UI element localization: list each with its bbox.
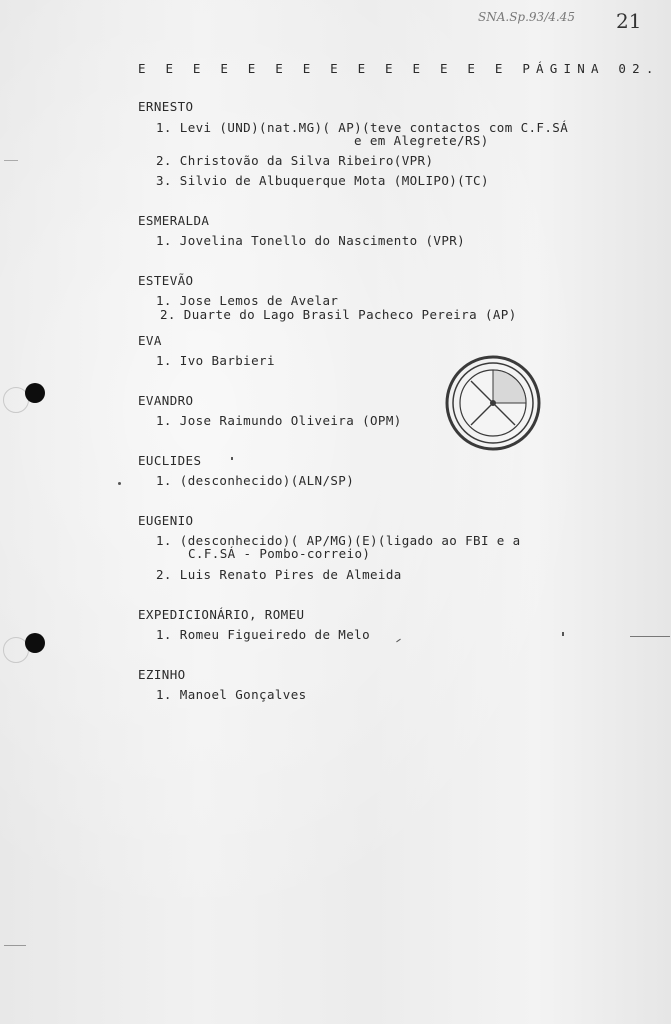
entry-line: 1. (desconhecido)( AP/MG)(E)(ligado ao FBI e a	[156, 533, 521, 548]
entry-line: C.F.SÁ - Pombo-correio)	[188, 546, 371, 561]
section-name: ESTEVÃO	[138, 273, 194, 288]
entry-line: 2. Duarte do Lago Brasil Pacheco Pereira (AP)	[160, 307, 517, 322]
circular-seal-icon	[444, 354, 542, 452]
entry-line: 2. Luis Renato Pires de Almeida	[156, 567, 402, 582]
entry-line: 1. Jose Raimundo Oliveira (OPM)	[156, 413, 402, 428]
margin-line	[630, 636, 670, 637]
page-header: E E E E E E E E E E E E E E PÁGINA 02.	[138, 61, 660, 76]
entry-line: 1. Manoel Gonçalves	[156, 687, 307, 702]
entry-line: 1. Jose Lemos de Avelar	[156, 293, 339, 308]
punch-hole	[25, 383, 45, 403]
section-name: EUCLIDES	[138, 453, 202, 468]
punch-hole	[25, 633, 45, 653]
margin-line	[4, 945, 26, 946]
entry-line: 2. Christovão da Silva Ribeiro(VPR)	[156, 153, 434, 168]
section-name: EXPEDICIONÁRIO, ROMEU	[138, 607, 305, 622]
entry-line: e em Alegrete/RS)	[354, 133, 489, 148]
entry-line: 1. (desconhecido)(ALN/SP)	[156, 473, 355, 488]
entry-line: 1. Levi (UND)(nat.MG)( AP)(teve contactos com C.F.SÁ	[156, 120, 569, 135]
entry-line: 3. Silvio de Albuquerque Mota (MOLIPO)(TC)	[156, 173, 489, 188]
entry-line: 1. Jovelina Tonello do Nascimento (VPR)	[156, 233, 466, 248]
entry-line: 1. Romeu Figueiredo de Melo	[156, 627, 370, 642]
ink-speck	[396, 639, 401, 643]
section-name: ERNESTO	[138, 99, 194, 114]
section-name: EZINHO	[138, 667, 186, 682]
margin-line	[4, 160, 18, 161]
page-number: 21	[616, 9, 642, 33]
section-name: ESMERALDA	[138, 213, 210, 228]
ink-speck	[118, 482, 121, 485]
ink-speck	[562, 632, 564, 636]
ink-speck	[231, 457, 233, 460]
section-name: EUGENIO	[138, 513, 194, 528]
section-name: EVANDRO	[138, 393, 194, 408]
archive-stamp: SNA.Sp.93/4.45	[478, 10, 575, 24]
entry-line: 1. Ivo Barbieri	[156, 353, 275, 368]
section-name: EVA	[138, 333, 162, 348]
